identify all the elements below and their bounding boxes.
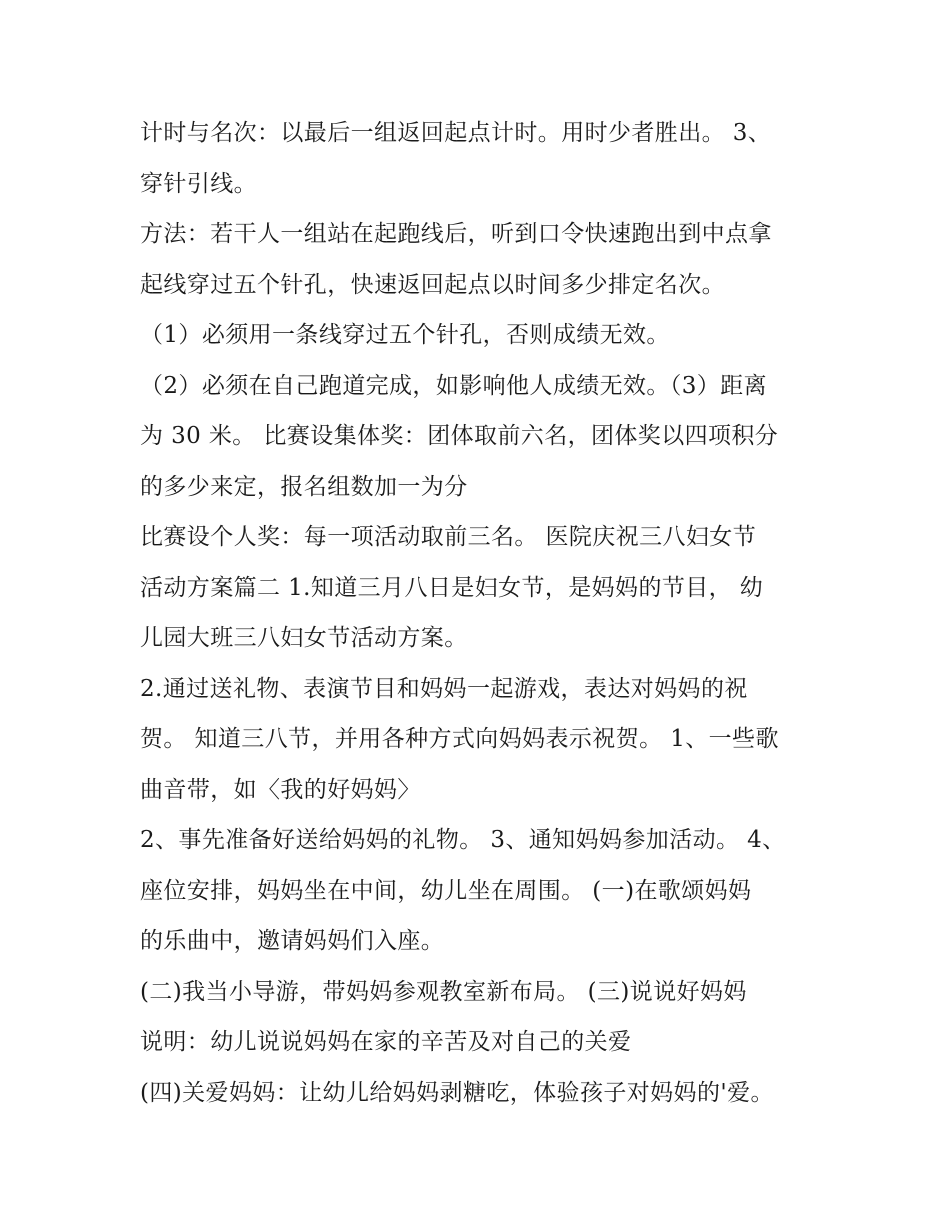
text-line: 的乐曲中，邀请妈妈们入座。	[140, 928, 445, 954]
text-line: 儿园大班三八妇女节活动方案。	[140, 625, 468, 651]
text-line: 活动方案篇二 1.知道三月八日是妇女节，是妈妈的节目， 幼	[140, 574, 764, 601]
text-line: 座位安排，妈妈坐在中间，幼儿坐在周围。 (一)在歌颂妈妈	[140, 877, 752, 904]
text-line: 的多少来定，报名组数加一为分	[140, 473, 468, 500]
text-line: 贺。 知道三八节，并用各种方式向妈妈表示祝贺。 1、一些歌	[140, 726, 779, 752]
text-line: 2、事先准备好送给妈妈的礼物。 3、通知妈妈参加活动。 4、	[140, 827, 786, 853]
text-line: (四)关爱妈妈：让幼儿给妈妈剥糖吃，体验孩子对妈妈的'爱。	[140, 1079, 774, 1106]
text-line: 曲音带，如〈我的好妈妈〉	[140, 776, 421, 803]
text-line: 计时与名次：以最后一组返回起点计时。用时少者胜出。 3、	[140, 120, 772, 146]
text-line: （2）必须在自己跑道完成，如影响他人成绩无效。（3）距离	[140, 372, 767, 399]
text-line: 2.通过送礼物、表演节目和妈妈一起游戏，表达对妈妈的祝	[140, 675, 748, 702]
text-line: 方法：若干人一组站在起跑线后，听到口令快速跑出到中点拿	[140, 221, 772, 247]
text-line: （1）必须用一条线穿过五个针孔，否则成绩无效。	[140, 322, 670, 348]
text-line: 说明：幼儿说说妈妈在家的辛苦及对自己的关爱	[140, 1029, 632, 1055]
text-line: 比赛设个人奖：每一项活动取前三名。 医院庆祝三八妇女节	[140, 524, 757, 550]
text-line: (二)我当小导游，带妈妈参观教室新布局。 (三)说说好妈妈	[140, 978, 747, 1005]
text-line: 穿针引线。	[140, 170, 257, 197]
text-line: 起线穿过五个针孔，快速返回起点以时间多少排定名次。	[140, 271, 725, 298]
document-body	[140, 108, 830, 1118]
text-line: 为 30 米。 比赛设集体奖：团体取前六名，团体奖以四项积分	[140, 423, 779, 449]
